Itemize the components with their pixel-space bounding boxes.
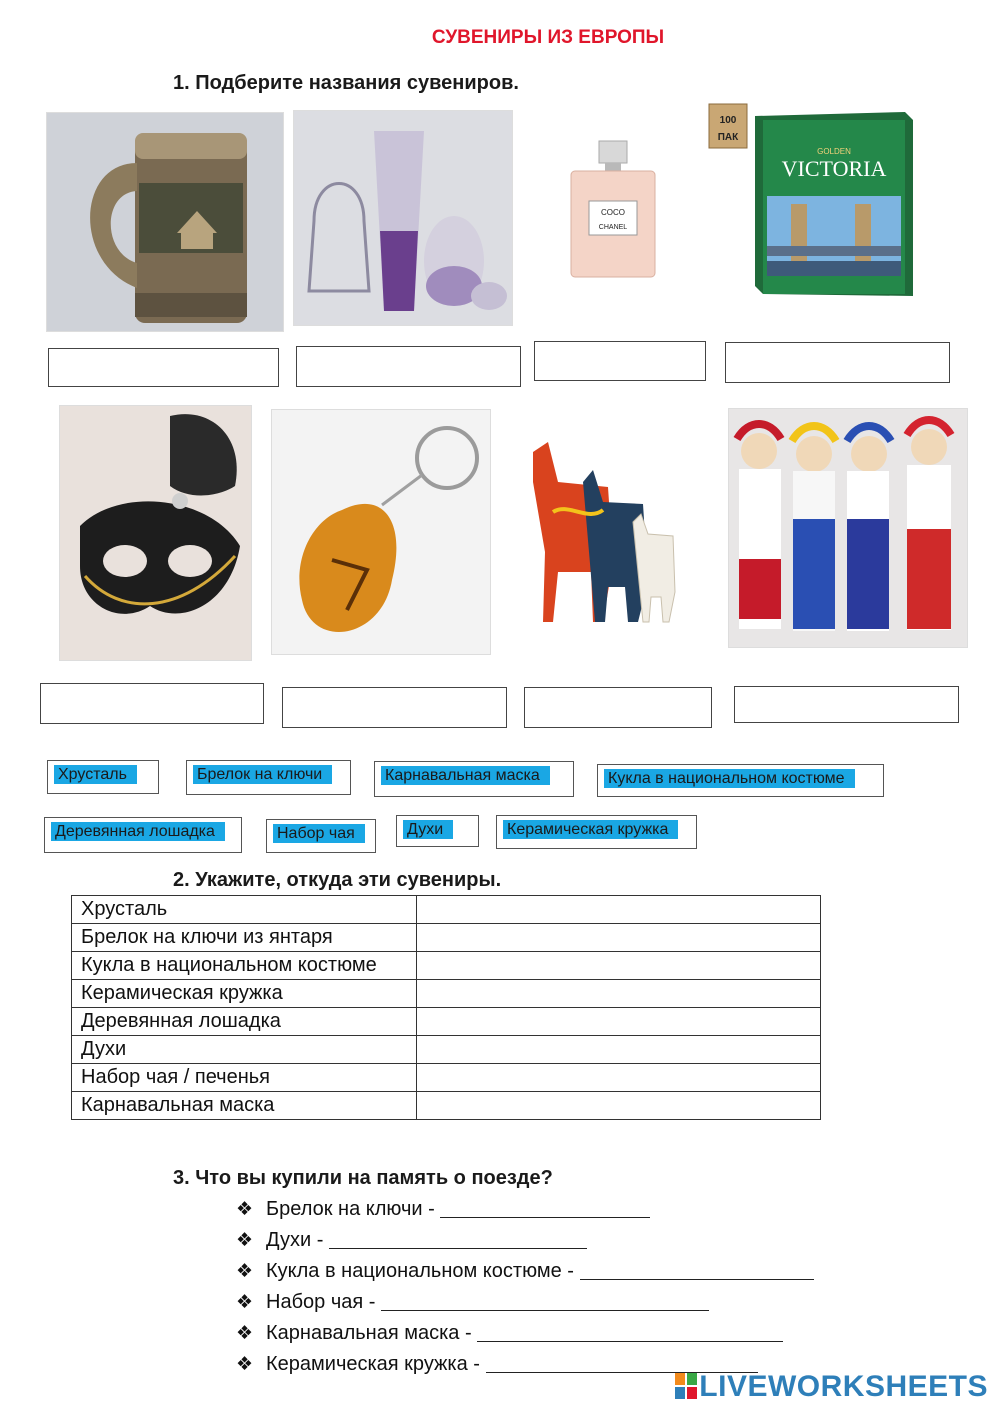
answer-box-3[interactable] <box>534 341 706 381</box>
tea-badge-top: 100 <box>719 115 737 126</box>
bullet-icon: ❖ <box>236 1292 254 1313</box>
table-cell-souvenir: Керамическая кружка <box>72 980 417 1008</box>
answer-line-5[interactable] <box>477 1323 783 1342</box>
table-row <box>72 1092 821 1120</box>
table-cell-souvenir: Набор чая / печенья <box>72 1064 417 1092</box>
answer-box-5[interactable] <box>40 683 264 724</box>
table-cell-answer[interactable] <box>417 1092 821 1120</box>
table-cell-answer[interactable] <box>417 896 821 924</box>
table-cell-souvenir: Кукла в национальном костюме <box>72 952 417 980</box>
task2-heading: 2. Укажите, откуда эти сувениры. <box>173 869 502 891</box>
table-cell-souvenir: Деревянная лошадка <box>72 1008 417 1036</box>
bullet-icon: ❖ <box>236 1323 254 1344</box>
table-cell-answer[interactable] <box>417 952 821 980</box>
bullet-icon: ❖ <box>236 1354 254 1375</box>
answer-line-2[interactable] <box>329 1230 587 1249</box>
task3-heading: 3. Что вы купили на память о поезде? <box>173 1167 553 1189</box>
bullet-icon: ❖ <box>236 1199 254 1220</box>
table-cell-souvenir: Карнавальная маска <box>72 1092 417 1120</box>
chip-crystal[interactable]: Хрусталь <box>47 760 159 794</box>
table-cell-souvenir: Хрусталь <box>72 896 417 924</box>
answer-line-3[interactable] <box>580 1261 814 1280</box>
origin-table <box>71 895 821 1120</box>
table-cell-answer[interactable] <box>417 1008 821 1036</box>
crystal-photo <box>293 110 513 326</box>
mug-photo <box>46 112 284 332</box>
tea-badge-bottom: ПАК <box>717 132 739 143</box>
tea-box-image <box>705 96 913 301</box>
table-cell-answer[interactable] <box>417 1064 821 1092</box>
tea-photo <box>705 96 913 301</box>
chip-carnival-mask[interactable]: Карнавальная маска <box>374 761 574 797</box>
list-item: ❖ Кукла в национальном костюме - <box>236 1260 814 1283</box>
doll-photo <box>728 408 968 648</box>
table-row <box>72 1036 821 1064</box>
answer-box-6[interactable] <box>282 687 507 728</box>
list-item: ❖ Духи - <box>236 1229 587 1252</box>
amber-keychain-image <box>272 410 490 654</box>
answer-box-8[interactable] <box>734 686 959 723</box>
perfume-label-2: CHANEL <box>598 224 628 231</box>
table-row <box>72 924 821 952</box>
table-row <box>72 952 821 980</box>
tea-brand-small: GOLDEN <box>817 147 851 156</box>
table-cell-answer[interactable] <box>417 1036 821 1064</box>
chip-keychain[interactable]: Брелок на ключи <box>186 760 351 795</box>
list-item: ❖ Набор чая - <box>236 1291 709 1314</box>
answer-line-4[interactable] <box>381 1292 709 1311</box>
perfume-photo <box>565 135 661 285</box>
answer-box-2[interactable] <box>296 346 521 387</box>
task1-heading: 1. Подберите названия сувениров. <box>173 72 519 94</box>
list-item: ❖ Брелок на ключи - <box>236 1198 650 1221</box>
chip-wooden-horse[interactable]: Деревянная лошадка <box>44 817 242 853</box>
table-row <box>72 980 821 1008</box>
bullet-icon: ❖ <box>236 1261 254 1282</box>
table-row <box>72 1064 821 1092</box>
page-title: СУВЕНИРЫ ИЗ ЕВРОПЫ <box>431 27 665 48</box>
answer-line-1[interactable] <box>440 1199 650 1218</box>
chip-perfume[interactable]: Духи <box>396 815 479 847</box>
horse-photo <box>513 422 693 627</box>
carnival-mask-image <box>60 406 251 660</box>
table-cell-souvenir: Брелок на ключи из янтаря <box>72 924 417 952</box>
table-cell-answer[interactable] <box>417 980 821 1008</box>
answer-box-7[interactable] <box>524 687 712 728</box>
answer-box-1[interactable] <box>48 348 279 387</box>
table-cell-souvenir: Духи <box>72 1036 417 1064</box>
answer-box-4[interactable] <box>725 342 950 383</box>
table-row <box>72 1008 821 1036</box>
table-row <box>72 896 821 924</box>
perfume-image <box>565 135 661 285</box>
chip-national-doll[interactable]: Кукла в национальном костюме <box>597 764 884 797</box>
brand-logo: LIVEWORKSHEETS <box>675 1370 988 1404</box>
ceramic-mug-image <box>47 113 283 331</box>
liveworksheets-icon <box>675 1373 697 1399</box>
wooden-horse-image <box>513 422 693 627</box>
national-dolls-image <box>729 409 967 647</box>
mask-photo <box>59 405 252 661</box>
tea-brand: VICTORIA <box>781 156 887 181</box>
chip-ceramic-mug[interactable]: Керамическая кружка <box>496 815 697 849</box>
table-cell-answer[interactable] <box>417 924 821 952</box>
perfume-label-1: COCO <box>601 208 625 217</box>
keychain-photo <box>271 409 491 655</box>
bullet-icon: ❖ <box>236 1230 254 1251</box>
list-item: ❖ Керамическая кружка - <box>236 1353 758 1376</box>
chip-tea-set[interactable]: Набор чая <box>266 819 376 853</box>
list-item: ❖ Карнавальная маска - <box>236 1322 783 1345</box>
crystal-image <box>294 111 512 325</box>
